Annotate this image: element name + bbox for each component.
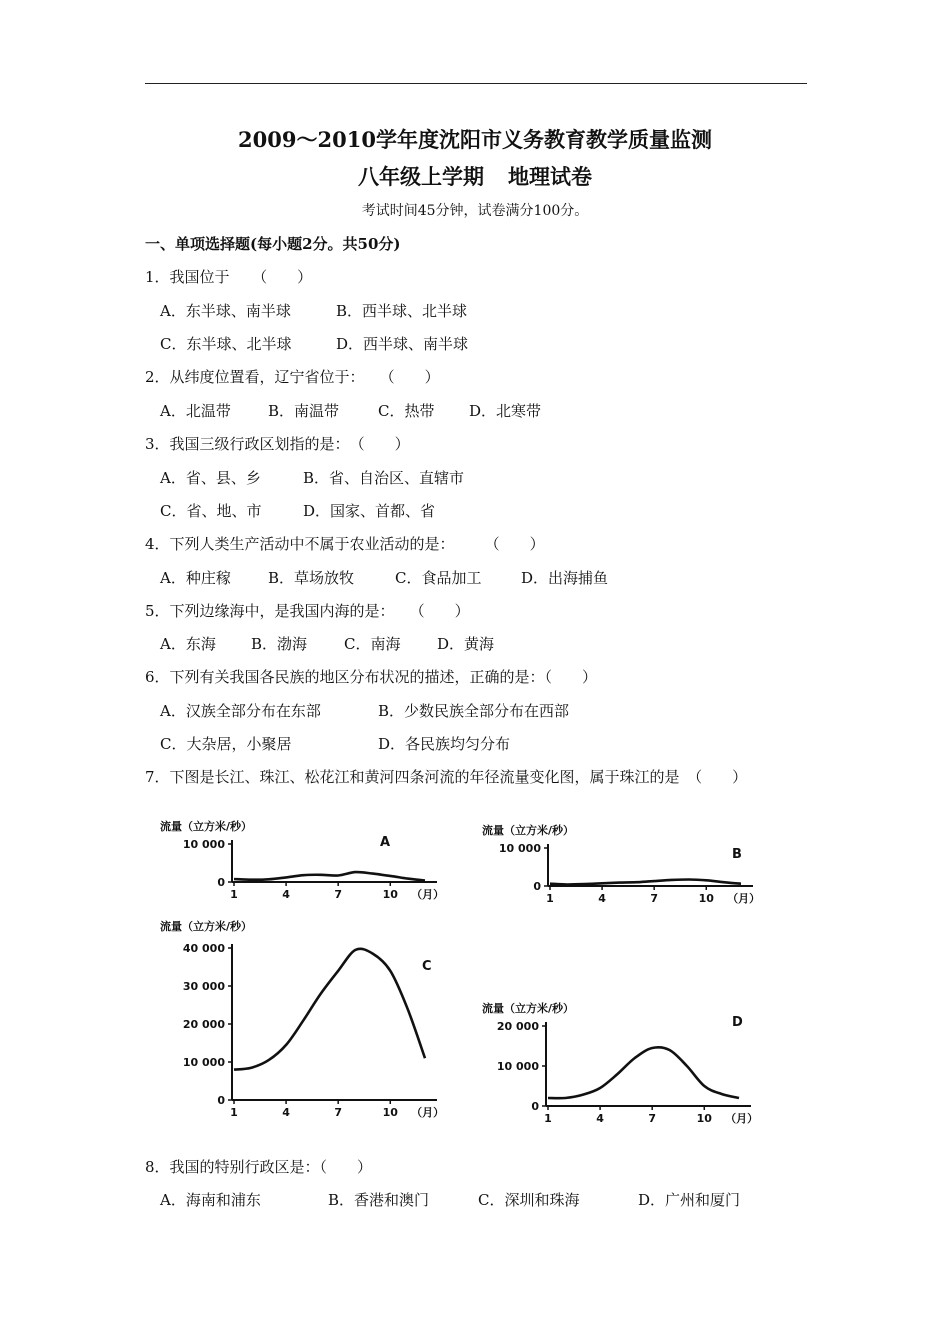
- y-tick-label: 0: [533, 880, 541, 893]
- x-tick-label: 10: [382, 1106, 398, 1119]
- option: D．广州和厦门: [638, 1191, 741, 1209]
- x-tick-label: 10: [698, 892, 714, 905]
- question-stem: 4．下列人类生产活动中不属于农业活动的是： （ ）: [145, 535, 545, 553]
- x-tick-label: 7: [648, 1112, 657, 1125]
- x-tick-label: 7: [334, 888, 343, 901]
- exam-info: 考试时间45分钟，试卷满分100分。: [361, 203, 589, 219]
- option: D．各民族均匀分布: [378, 735, 511, 753]
- chart-label: C: [422, 959, 432, 974]
- river-flow-charts: [148, 800, 763, 1130]
- x-unit: （月）: [727, 892, 761, 905]
- x-tick-label: 7: [334, 1106, 343, 1119]
- option: C．省、地、市: [160, 502, 262, 520]
- x-tick-label: 4: [282, 888, 290, 901]
- option: D．出海捕鱼: [521, 569, 609, 587]
- y-tick-label: 20 000: [496, 1020, 539, 1033]
- chart-ylabel: 流量（立方米/秒）: [482, 824, 575, 837]
- option: A．东半球、南半球: [160, 302, 291, 320]
- x-tick-label: 4: [282, 1106, 290, 1119]
- y-tick-label: 10 000: [496, 1060, 539, 1073]
- chart-label: B: [732, 847, 742, 862]
- option: C．深圳和珠海: [478, 1191, 580, 1209]
- question-stem: 3．我国三级行政区划指的是： （ ）: [145, 435, 410, 453]
- x-tick-label: 4: [598, 892, 606, 905]
- option: B．少数民族全部分布在西部: [378, 702, 570, 720]
- flow-curve: [234, 872, 425, 880]
- option: D．北寒带: [469, 402, 542, 420]
- y-tick-label: 10 000: [182, 1056, 225, 1069]
- option: C．南海: [344, 635, 401, 653]
- chart-C: [160, 919, 444, 1119]
- option: A．省、县、乡: [160, 469, 261, 487]
- chart-ylabel: 流量（立方米/秒）: [160, 920, 253, 933]
- question-stem: 7．下图是长江、珠江、松花江和黄河四条河流的年径流量变化图，属于珠江的是 （ ）: [145, 768, 748, 786]
- grade-term: 八年级上学期: [358, 164, 484, 189]
- chart-label: A: [380, 835, 391, 850]
- option: B．省、自治区、直辖市: [303, 469, 465, 487]
- option: A．种庄稼: [160, 569, 231, 587]
- option: A．北温带: [160, 402, 231, 420]
- question-stem: 8．我国的特别行政区是：（ ）: [145, 1158, 373, 1176]
- x-tick-label: 1: [230, 888, 238, 901]
- exam-subtitle: [0, 161, 950, 191]
- question-stem: 2．从纬度位置看，辽宁省位于： （ ）: [145, 368, 440, 386]
- flow-curve: [550, 880, 741, 885]
- option: B．渤海: [251, 635, 308, 653]
- section-title: 一、单项选择题(每小题2分。共50分): [145, 235, 401, 253]
- option: C．大杂居，小聚居: [160, 735, 292, 753]
- x-unit: （月）: [725, 1112, 759, 1125]
- y-tick-label: 10 000: [182, 838, 225, 851]
- y-tick-label: 40 000: [182, 942, 225, 955]
- chart-B: [482, 823, 760, 905]
- chart-A: [160, 819, 444, 901]
- exam-title: 2009～2010学年度沈阳市义务教育教学质量监测: [238, 127, 712, 152]
- y-tick-label: 0: [217, 1094, 225, 1107]
- y-tick-label: 0: [217, 876, 225, 889]
- option: A．东海: [160, 635, 216, 653]
- x-tick-label: 1: [544, 1112, 552, 1125]
- x-tick-label: 10: [382, 888, 398, 901]
- x-unit: （月）: [411, 1106, 445, 1119]
- question-stem: 5．下列边缘海中，是我国内海的是： （ ）: [145, 602, 470, 620]
- option: C．东半球、北半球: [160, 335, 292, 353]
- option: D．国家、首都、省: [303, 502, 436, 520]
- option: D．西半球、南半球: [336, 335, 469, 353]
- option: C．热带: [378, 402, 435, 420]
- question-stem: 1．我国位于 （ ）: [145, 268, 313, 286]
- chart-ylabel: 流量（立方米/秒）: [160, 820, 253, 833]
- y-tick-label: 30 000: [182, 980, 225, 993]
- flow-curve: [548, 1047, 739, 1098]
- y-tick-label: 20 000: [182, 1018, 225, 1031]
- option: B．南温带: [268, 402, 340, 420]
- charts-figure: [148, 800, 763, 1130]
- option: C．食品加工: [395, 569, 482, 587]
- x-unit: （月）: [411, 888, 445, 901]
- subject: 地理试卷: [508, 164, 592, 189]
- option: B．草场放牧: [268, 569, 355, 587]
- option: A．汉族全部分布在东部: [160, 702, 321, 720]
- x-tick-label: 7: [650, 892, 659, 905]
- header-rule: [145, 83, 807, 84]
- chart-ylabel: 流量（立方米/秒）: [482, 1002, 575, 1015]
- chart-D: [482, 1001, 758, 1125]
- y-tick-label: 10 000: [498, 842, 541, 855]
- y-tick-label: 0: [531, 1100, 539, 1113]
- x-tick-label: 1: [230, 1106, 238, 1119]
- chart-label: D: [732, 1015, 743, 1030]
- x-tick-label: 10: [696, 1112, 712, 1125]
- question-stem: 6．下列有关我国各民族的地区分布状况的描述，正确的是：（ ）: [145, 668, 598, 686]
- option: A．海南和浦东: [160, 1191, 261, 1209]
- x-tick-label: 1: [546, 892, 554, 905]
- flow-curve: [234, 949, 425, 1070]
- option: B．西半球、北半球: [336, 302, 468, 320]
- option: B．香港和澳门: [328, 1191, 430, 1209]
- option: D．黄海: [437, 635, 495, 653]
- x-tick-label: 4: [596, 1112, 604, 1125]
